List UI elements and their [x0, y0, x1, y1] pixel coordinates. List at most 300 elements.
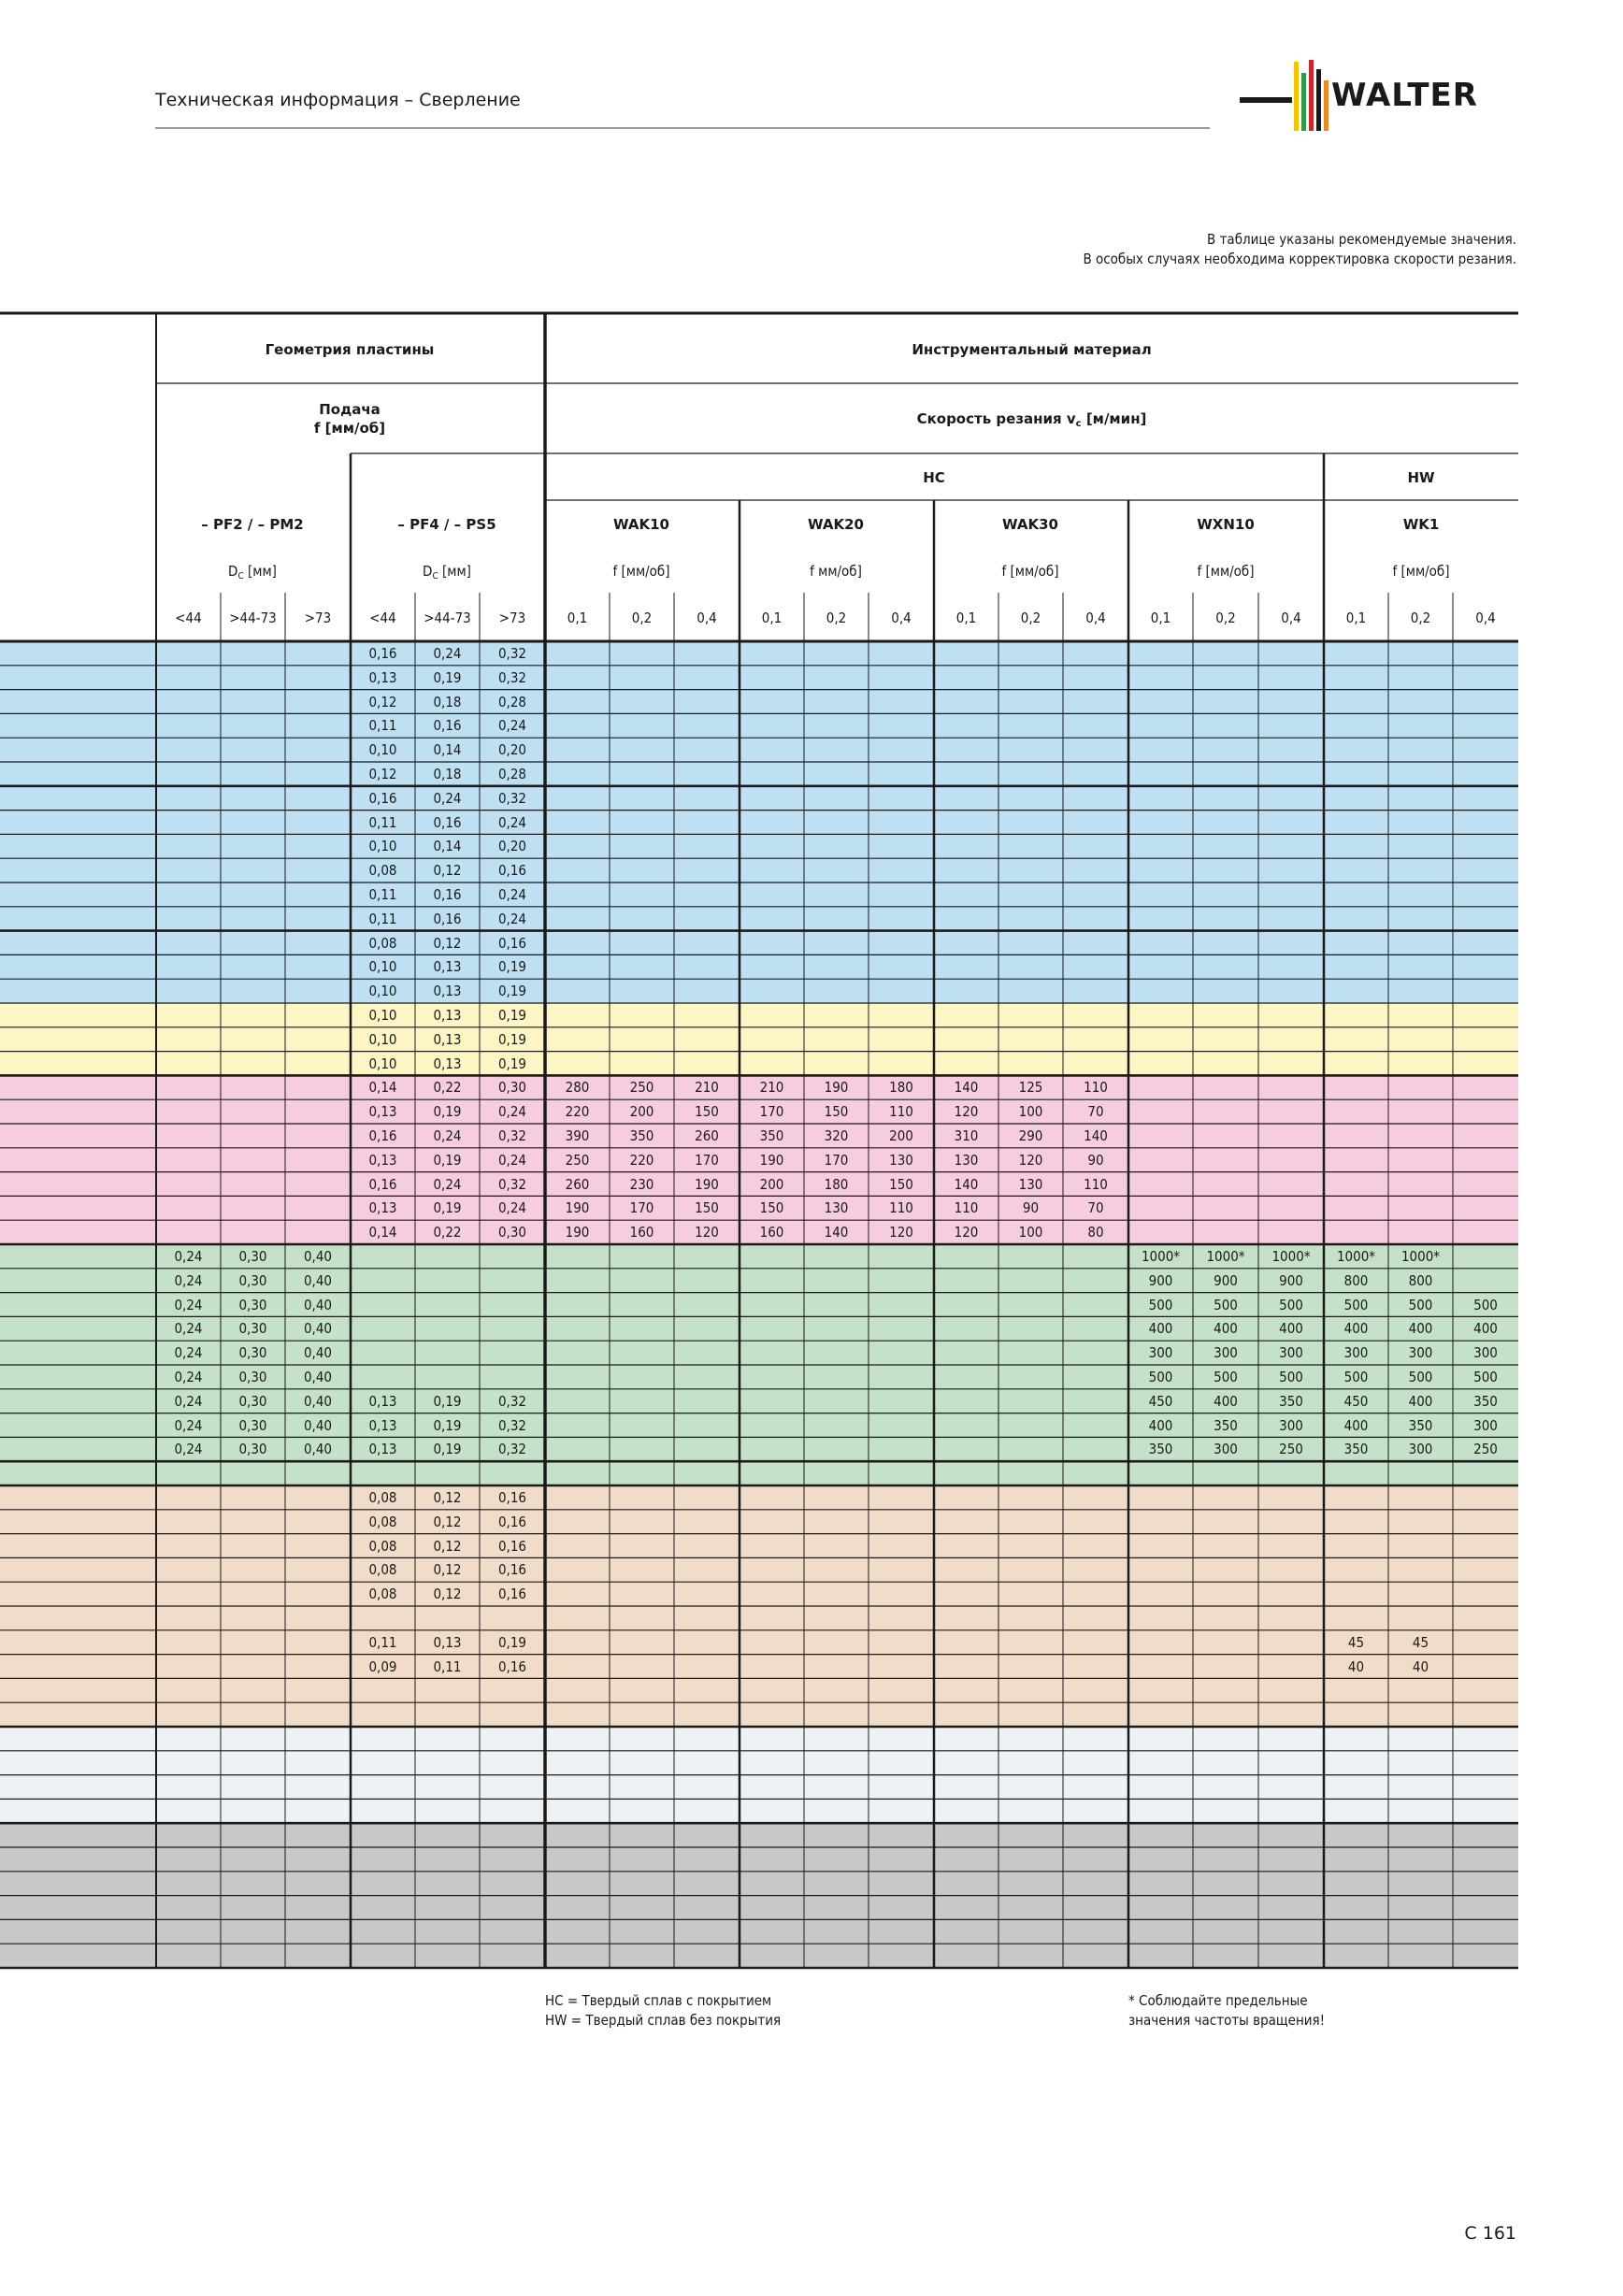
- table-cell: 0,19: [497, 958, 527, 976]
- hw-header: HW: [1407, 469, 1435, 486]
- table-cell: 0,16: [497, 1513, 527, 1530]
- header-rule: [155, 127, 1210, 129]
- table-cell: 0,13: [368, 668, 397, 686]
- table-cell: 400: [1408, 1392, 1433, 1410]
- table-cell: 0,13: [433, 1055, 462, 1072]
- table-note: [1083, 230, 1516, 269]
- table-cell: 90: [1022, 1199, 1040, 1217]
- table-cell: 0,11: [368, 886, 397, 903]
- table-cell: 0,24: [174, 1248, 203, 1265]
- table-cell: 0,30: [238, 1248, 267, 1265]
- table-cell: 0,16: [497, 1537, 527, 1555]
- walter-logo: [1240, 60, 1516, 135]
- table-cell: 0,13: [433, 958, 462, 976]
- table-cell: 350: [759, 1127, 784, 1144]
- table-cell: 0,16: [497, 934, 527, 952]
- column-subheader: 0,4: [697, 610, 717, 626]
- table-cell: 0,24: [497, 910, 527, 927]
- column-subheader: 0,1: [567, 610, 588, 626]
- grade-feed-wak10: f [мм/об]: [612, 563, 670, 580]
- table-cell: 0,30: [238, 1416, 267, 1434]
- table-cell: 0,24: [433, 1127, 462, 1144]
- table-cell: 220: [629, 1151, 654, 1169]
- table-cell: 200: [629, 1103, 654, 1121]
- table-cell: 0,24: [433, 1175, 462, 1193]
- column-subheader: 0,1: [761, 610, 783, 626]
- table-cell: 110: [954, 1199, 979, 1217]
- table-cell: 400: [1148, 1320, 1173, 1338]
- table-cell: 120: [889, 1224, 913, 1241]
- table-cell: 0,12: [433, 1561, 462, 1579]
- table-cell: 0,08: [368, 862, 397, 880]
- dc-sub: C: [432, 571, 438, 581]
- table-cell: 0,24: [497, 1199, 527, 1217]
- table-cell: 0,10: [368, 983, 397, 1000]
- table-cell: 150: [824, 1103, 849, 1121]
- table-cell: 120: [695, 1224, 719, 1241]
- table-cell: 300: [1279, 1344, 1303, 1362]
- dc-sub: C: [237, 571, 244, 581]
- table-cell: 320: [824, 1127, 849, 1144]
- table-cell: 0,30: [238, 1392, 267, 1410]
- table-cell: 0,11: [368, 1633, 397, 1651]
- dc-letter: D: [228, 563, 238, 580]
- table-cell: 400: [1408, 1320, 1433, 1338]
- row-background: [0, 954, 1518, 980]
- table-cell: 0,19: [433, 1392, 462, 1410]
- table-cell: 0,24: [174, 1441, 203, 1458]
- table-cell: 0,32: [497, 789, 527, 807]
- row-background: [0, 1727, 1518, 1752]
- table-cell: 0,11: [368, 813, 397, 831]
- table-cell: 0,40: [303, 1369, 333, 1385]
- table-cell: 0,24: [433, 645, 462, 662]
- table-cell: 0,20: [497, 838, 527, 855]
- table-cell: 0,24: [174, 1392, 203, 1410]
- table-cell: 350: [1408, 1416, 1433, 1434]
- table-cell: 0,12: [368, 693, 397, 710]
- table-cell: 160: [759, 1224, 784, 1241]
- row-background: [0, 1461, 1518, 1486]
- hc-header: HC: [923, 469, 945, 486]
- table-cell: 350: [1343, 1441, 1369, 1458]
- table-cell: 0,24: [174, 1320, 203, 1338]
- table-cell: 0,16: [497, 862, 527, 880]
- row-background: [0, 762, 1518, 787]
- table-cell: 140: [954, 1079, 979, 1097]
- grade-wak20: WAK20: [808, 516, 864, 533]
- table-cell: 450: [1343, 1392, 1369, 1410]
- table-cell: 140: [1084, 1127, 1108, 1144]
- cutting-speed-header: [545, 409, 1518, 434]
- column-subheader: 0,2: [1020, 610, 1041, 626]
- column-subheader: 0,1: [955, 610, 977, 626]
- table-cell: 0,30: [238, 1344, 267, 1362]
- footnote-star-2: значения частоты вращения!: [1128, 2012, 1326, 2029]
- row-background: [0, 1751, 1518, 1776]
- table-cell: 0,16: [497, 1586, 527, 1603]
- table-cell: 500: [1279, 1296, 1303, 1313]
- table-cell: 0,24: [174, 1344, 203, 1362]
- table-cell: 0,28: [497, 766, 527, 782]
- table-cell: 300: [1214, 1441, 1238, 1458]
- note-line-2: В особых случаях необходима корректировка скорости резания.: [1083, 251, 1516, 267]
- column-subheader: 0,2: [1410, 610, 1431, 626]
- table-cell: 0,24: [497, 886, 527, 903]
- column-subheader: >73: [304, 610, 332, 626]
- table-cell: 500: [1279, 1369, 1303, 1385]
- table-cell: 0,24: [433, 789, 462, 807]
- table-cell: 0,14: [368, 1079, 397, 1097]
- table-cell: 0,13: [433, 1007, 462, 1024]
- table-cell: 0,30: [238, 1369, 267, 1385]
- table-cell: 0,10: [368, 958, 397, 976]
- table-cell: 210: [759, 1079, 784, 1097]
- table-cell: 300: [1473, 1416, 1498, 1434]
- table-cell: 100: [1018, 1224, 1043, 1241]
- table-cell: 0,32: [497, 1392, 527, 1410]
- table-cell: 130: [954, 1151, 979, 1169]
- table-cell: 150: [695, 1199, 719, 1217]
- column-subheader: 0,1: [1345, 610, 1367, 626]
- table-cell: 450: [1148, 1392, 1173, 1410]
- table-cell: 0,12: [433, 934, 462, 952]
- row-background: [0, 641, 1518, 667]
- table-cell: 0,30: [238, 1320, 267, 1338]
- footnote-hw: HW = Твердый сплав без покрытия: [545, 2012, 782, 2029]
- table-cell: 0,12: [433, 1537, 462, 1555]
- table-cell: 0,13: [368, 1392, 397, 1410]
- table-cell: 0,12: [368, 766, 397, 782]
- table-cell: 0,14: [433, 741, 462, 759]
- grade-feed-wk1: f [мм/об]: [1392, 563, 1450, 580]
- table-cell: 0,32: [497, 1127, 527, 1144]
- row-background: [0, 858, 1518, 883]
- row-background: [0, 1052, 1518, 1077]
- table-cell: 0,40: [303, 1441, 333, 1458]
- table-cell: 0,18: [433, 693, 462, 710]
- row-background: [0, 883, 1518, 908]
- row-background: [0, 1944, 1518, 1969]
- table-cell: 0,13: [433, 983, 462, 1000]
- table-cell: 190: [695, 1175, 719, 1193]
- table-cell: 0,19: [497, 1030, 527, 1048]
- table-cell: 0,19: [433, 1416, 462, 1434]
- table-cell: 500: [1343, 1296, 1369, 1313]
- row-background: [0, 1872, 1518, 1897]
- table-cell: 1000*: [1336, 1248, 1376, 1265]
- table-cell: 250: [629, 1079, 654, 1097]
- table-cell: 140: [954, 1175, 979, 1193]
- row-background: [0, 1655, 1518, 1680]
- dc-unit: [мм]: [438, 563, 471, 580]
- table-cell: 0,40: [303, 1248, 333, 1265]
- geo-group-pf4: – PF4 / – PS5: [397, 516, 496, 533]
- table-cell: 0,24: [497, 717, 527, 735]
- table-cell: 300: [1279, 1416, 1303, 1434]
- table-cell: 0,19: [497, 1055, 527, 1072]
- table-cell: 0,14: [433, 838, 462, 855]
- table-cell: 0,40: [303, 1392, 333, 1410]
- table-cell: 0,24: [174, 1369, 203, 1385]
- geometry-header: Геометрия пластины: [265, 341, 435, 358]
- row-background: [0, 713, 1518, 739]
- table-cell: 0,10: [368, 838, 397, 855]
- page-title: Техническая информация – Сверление: [155, 90, 521, 110]
- table-cell: 400: [1343, 1320, 1369, 1338]
- table-cell: 0,10: [368, 1007, 397, 1024]
- footnote-hc: HC = Твердый сплав с покрытием: [545, 1992, 772, 2009]
- row-background: [0, 1896, 1518, 1921]
- table-cell: 0,13: [433, 1030, 462, 1048]
- table-cell: 0,16: [368, 789, 397, 807]
- table-cell: 290: [1018, 1127, 1043, 1144]
- table-cell: 40: [1412, 1657, 1429, 1675]
- feed-header: [156, 400, 543, 438]
- table-cell: 900: [1148, 1271, 1173, 1289]
- table-cell: 500: [1148, 1369, 1173, 1385]
- table-cell: 150: [759, 1199, 784, 1217]
- table-cell: 0,16: [433, 717, 462, 735]
- speed-sub: c: [1075, 419, 1082, 429]
- grade-wk1: WK1: [1402, 516, 1440, 533]
- table-cell: 400: [1214, 1320, 1238, 1338]
- table-cell: 0,32: [497, 1416, 527, 1434]
- feed-header-line-2: f [мм/об]: [313, 420, 386, 437]
- row-background: [0, 1510, 1518, 1535]
- row-background: [0, 1702, 1518, 1728]
- table-cell: 0,13: [368, 1416, 397, 1434]
- table-cell: 300: [1408, 1344, 1433, 1362]
- table-cell: 0,19: [497, 1633, 527, 1651]
- table-cell: 1000*: [1271, 1248, 1311, 1265]
- column-subheader: <44: [175, 610, 202, 626]
- table-cell: 200: [889, 1127, 913, 1144]
- table-cell: 0,32: [497, 1175, 527, 1193]
- table-cell: 0,08: [368, 934, 397, 952]
- table-cell: 190: [565, 1199, 590, 1217]
- dc-label-pf2: [156, 562, 349, 586]
- table-cell: 400: [1473, 1320, 1498, 1338]
- table-cell: 80: [1087, 1224, 1104, 1241]
- table-cell: 45: [1412, 1633, 1429, 1651]
- table-cell: 0,16: [368, 1175, 397, 1193]
- table-cell: 250: [565, 1151, 590, 1169]
- table-cell: 0,16: [497, 1489, 527, 1506]
- row-background: [0, 738, 1518, 763]
- row-background: [0, 1557, 1518, 1583]
- row-background: [0, 979, 1518, 1004]
- table-cell: 390: [565, 1127, 590, 1144]
- table-cell: 110: [1084, 1079, 1108, 1097]
- table-cell: 170: [695, 1151, 719, 1169]
- table-cell: 0,10: [368, 1055, 397, 1072]
- table-cell: 0,30: [238, 1441, 267, 1458]
- column-subheader: 0,4: [1085, 610, 1106, 626]
- table-cell: 310: [954, 1127, 979, 1144]
- table-cell: 110: [889, 1103, 913, 1121]
- table-cell: 70: [1087, 1103, 1104, 1121]
- table-cell: 0,19: [433, 1103, 462, 1121]
- column-subheader: 0,2: [826, 610, 847, 626]
- note-line-1: В таблице указаны рекомендуемые значения.: [1207, 231, 1516, 248]
- table-cell: 0,30: [497, 1079, 527, 1097]
- table-cell: 0,10: [368, 1030, 397, 1048]
- grade-feed-wak20: f мм/об]: [810, 563, 862, 580]
- table-cell: 350: [629, 1127, 654, 1144]
- row-background: [0, 1847, 1518, 1873]
- grade-wak10: WAK10: [613, 516, 669, 533]
- table-cell: 1000*: [1141, 1248, 1181, 1265]
- table-cell: 260: [565, 1175, 590, 1193]
- table-cell: 120: [954, 1224, 979, 1241]
- table-cell: 0,11: [368, 910, 397, 927]
- table-cell: 1000*: [1206, 1248, 1245, 1265]
- table-cell: 0,08: [368, 1586, 397, 1603]
- footnote-materials: [545, 1991, 781, 2031]
- table-cell: 0,22: [433, 1079, 462, 1097]
- grade-feed-wak30: f [мм/об]: [1001, 563, 1059, 580]
- table-cell: 180: [824, 1175, 849, 1193]
- table-cell: 100: [1018, 1103, 1043, 1121]
- table-cell: 110: [1084, 1175, 1108, 1193]
- dc-letter: D: [423, 563, 433, 580]
- table-cell: 800: [1343, 1271, 1369, 1289]
- table-cell: 400: [1279, 1320, 1303, 1338]
- table-cell: 90: [1087, 1151, 1104, 1169]
- table-cell: 190: [565, 1224, 590, 1241]
- table-cell: 0,13: [368, 1103, 397, 1121]
- table-cell: 160: [629, 1224, 654, 1241]
- row-background: [0, 1775, 1518, 1801]
- row-background: [0, 1678, 1518, 1703]
- table-cell: 250: [1279, 1441, 1303, 1458]
- table-cell: 350: [1148, 1441, 1173, 1458]
- row-background: [0, 690, 1518, 715]
- table-cell: 180: [889, 1079, 913, 1097]
- column-subheader: 0,1: [1150, 610, 1171, 626]
- row-background: [0, 1799, 1518, 1824]
- table-cell: 900: [1279, 1271, 1303, 1289]
- table-cell: 300: [1473, 1344, 1498, 1362]
- table-cell: 0,40: [303, 1344, 333, 1362]
- table-cell: 0,16: [433, 813, 462, 831]
- table-cell: 130: [889, 1151, 913, 1169]
- table-cell: 120: [1018, 1151, 1043, 1169]
- table-cell: 500: [1408, 1369, 1433, 1385]
- table-cell: 0,08: [368, 1489, 397, 1506]
- row-background: [0, 1630, 1518, 1656]
- table-cell: 150: [889, 1175, 913, 1193]
- table-cell: 110: [889, 1199, 913, 1217]
- table-cell: 170: [824, 1151, 849, 1169]
- table-cell: 0,24: [174, 1296, 203, 1313]
- table-cell: 0,10: [368, 741, 397, 759]
- row-background: [0, 1003, 1518, 1028]
- row-background: [0, 1823, 1518, 1848]
- speed-unit: [м/мин]: [1081, 410, 1147, 427]
- grade-wak30: WAK30: [1002, 516, 1058, 533]
- table-cell: 0,20: [497, 741, 527, 759]
- table-cell: 500: [1473, 1296, 1498, 1313]
- row-background: [0, 931, 1518, 956]
- table-cell: 0,24: [174, 1416, 203, 1434]
- table-cell: 0,32: [497, 668, 527, 686]
- table-cell: 150: [695, 1103, 719, 1121]
- table-cell: 170: [759, 1103, 784, 1121]
- table-cell: 0,16: [368, 645, 397, 662]
- table-cell: 0,19: [433, 1441, 462, 1458]
- row-background: [0, 1027, 1518, 1053]
- table-cell: 0,19: [433, 668, 462, 686]
- table-cell: 900: [1214, 1271, 1238, 1289]
- column-subheader: <44: [369, 610, 396, 626]
- table-cell: 120: [954, 1103, 979, 1121]
- table-cell: 0,30: [238, 1296, 267, 1313]
- column-subheader: 0,4: [891, 610, 912, 626]
- table-cell: 0,19: [497, 1007, 527, 1024]
- table-cell: 0,24: [497, 813, 527, 831]
- table-cell: 500: [1408, 1296, 1433, 1313]
- table-cell: 140: [824, 1224, 849, 1241]
- table-cell: 350: [1214, 1416, 1238, 1434]
- table-cell: 0,16: [433, 910, 462, 927]
- table-cell: 220: [565, 1103, 590, 1121]
- table-cell: 0,12: [433, 1586, 462, 1603]
- table-cell: 0,12: [433, 862, 462, 880]
- row-background: [0, 1534, 1518, 1559]
- row-background: [0, 1919, 1518, 1944]
- table-cell: 210: [695, 1079, 719, 1097]
- table-cell: 0,22: [433, 1224, 462, 1241]
- table-cell: 0,12: [433, 1513, 462, 1530]
- table-cell: 70: [1087, 1199, 1104, 1217]
- table-cell: 0,11: [433, 1657, 462, 1675]
- table-cell: 0,18: [433, 766, 462, 782]
- row-background: [0, 811, 1518, 836]
- table-cell: 0,40: [303, 1296, 333, 1313]
- column-subheader: 0,4: [1281, 610, 1301, 626]
- row-background: [0, 1606, 1518, 1631]
- table-cell: 0,09: [368, 1657, 397, 1675]
- column-subheader: 0,4: [1475, 610, 1496, 626]
- table-cell: 0,16: [368, 1127, 397, 1144]
- table-cell: 500: [1214, 1296, 1238, 1313]
- table-cell: 190: [759, 1151, 784, 1169]
- table-cell: 0,30: [238, 1271, 267, 1289]
- table-cell: 0,32: [497, 645, 527, 662]
- row-background: [0, 1582, 1518, 1607]
- table-cell: 0,24: [497, 1103, 527, 1121]
- table-cell: 0,19: [433, 1151, 462, 1169]
- column-subheader: >73: [498, 610, 526, 626]
- table-cell: 350: [1473, 1392, 1498, 1410]
- page-number: C 161: [1464, 2223, 1516, 2244]
- table-cell: 125: [1018, 1079, 1043, 1097]
- footnote-star: [1128, 1991, 1325, 2031]
- table-cell: 0,16: [433, 886, 462, 903]
- table-cell: 0,13: [368, 1151, 397, 1169]
- table-cell: 230: [629, 1175, 654, 1193]
- table-cell: 0,40: [303, 1271, 333, 1289]
- column-subheader: >44-73: [424, 610, 471, 626]
- table-cell: 40: [1347, 1657, 1365, 1675]
- table-cell: 0,16: [497, 1657, 527, 1675]
- table-cell: 0,28: [497, 693, 527, 710]
- column-subheader: 0,2: [631, 610, 653, 626]
- speed-label: Скорость резания v: [916, 410, 1076, 427]
- table-cell: 400: [1343, 1416, 1369, 1434]
